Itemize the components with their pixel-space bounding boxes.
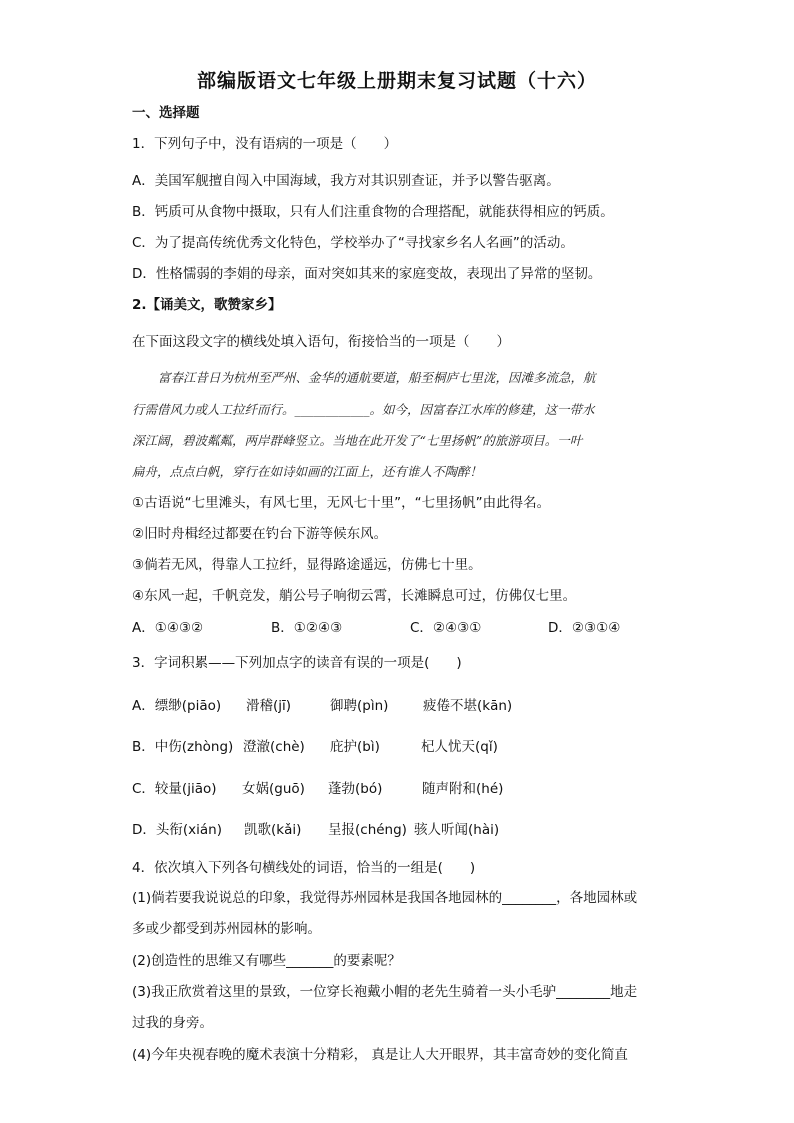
q4-sentence-2: (2)创造性的思维又有哪些_______的要素呢？ xyxy=(132,953,401,969)
q3-d-item: 骇人听闻(hài) xyxy=(414,822,500,838)
q2-option-a: A．①④③② xyxy=(132,620,204,636)
q2-option-b: B．①②④③ xyxy=(271,620,343,636)
q2-sentence-1: ①古语说“七里滩头，有风七里，无风七十里”，“七里扬帆”由此得名。 xyxy=(132,495,551,511)
q3-b-item: 庇护(bì) xyxy=(330,739,380,755)
q3-a-item: 疲倦不堪(kān) xyxy=(423,698,513,714)
q4-sentence-3: (3)我正欣赏着这里的景致，一位穿长袍戴小帽的老先生骑着一头小毛驴________地走 xyxy=(132,984,638,1000)
q2-option-d: D．②③①④ xyxy=(548,620,621,636)
q1-option-b: B．钙质可从食物中摄取，只有人们注重食物的合理搭配，就能获得相应的钙质。 xyxy=(132,204,614,220)
q2-passage-line: 行需借风力或人工拉纤而行。____________。如今，因富春江水库的修建，这一带水 xyxy=(132,402,595,417)
q3-c-item: 女娲(guō) xyxy=(242,781,305,797)
q3-a-item: 滑稽(jī) xyxy=(246,698,292,714)
q4-sentence-1-cont: 多或少都受到苏州园林的影响。 xyxy=(132,921,321,937)
q2-passage-line: 深江阔，碧波粼粼，两岸群峰竖立。当地在此开发了“七里扬帆”的旅游项目。一叶 xyxy=(132,433,583,448)
q3-a-item: A．缥缈(piāo) xyxy=(132,698,222,714)
q2-stem: 在下面这段文字的横线处填入语句，衔接恰当的一项是（ ） xyxy=(132,334,510,350)
section-heading: 一、选择题 xyxy=(132,105,200,121)
q2-heading: 2.【诵美文，歌赞家乡】 xyxy=(132,297,282,313)
q3-d-item: 凯歌(kǎi) xyxy=(244,822,302,838)
q3-d-item: D．头衔(xián) xyxy=(132,822,222,838)
q4-stem: 4．依次填入下列各句横线处的词语，恰当的一组是( ) xyxy=(132,860,476,876)
q1-stem: 1．下列句子中，没有语病的一项是（ ） xyxy=(132,136,398,152)
q2-option-c: C．②④③① xyxy=(410,620,482,636)
q3-b-item: 澄澈(chè) xyxy=(243,739,305,755)
q2-passage-line: 富春江昔日为杭州至严州、金华的通航要道，船至桐庐七里泷，因滩多流急，航 xyxy=(158,370,596,385)
q3-stem: 3．字词积累——下列加点字的读音有误的一项是( ) xyxy=(132,655,462,671)
page-title: 部编版语文七年级上册期末复习试题（十六） xyxy=(196,70,597,92)
q4-sentence-4: (4)今年央视春晚的魔术表演十分精彩， 真是让人大开眼界，其丰富奇妙的变化简直 xyxy=(132,1047,628,1063)
q3-d-item: 呈报(chéng) xyxy=(328,822,407,838)
q2-sentence-3: ③倘若无风，得靠人工拉纤，显得路途遥远，仿佛七十里。 xyxy=(132,557,482,573)
q2-passage-line: 扁舟，点点白帆，穿行在如诗如画的江面上，还有谁人不陶醉！ xyxy=(132,464,483,479)
q2-sentence-2: ②旧时舟楫经过都要在钓台下游等候东风。 xyxy=(132,526,388,542)
q1-option-c: C．为了提高传统优秀文化特色，学校举办了“寻找家乡名人名画”的活动。 xyxy=(132,235,574,251)
q3-c-item: C．较量(jiāo) xyxy=(132,781,217,797)
q2-sentence-4: ④东风一起，千帆竞发，艄公号子响彻云霄，长滩瞬息可过，仿佛仅七里。 xyxy=(132,588,577,604)
q3-c-item: 蓬勃(bó) xyxy=(328,781,383,797)
q3-c-item: 随声附和(hé) xyxy=(422,781,504,797)
q3-b-item: B．中伤(zhòng) xyxy=(132,739,234,755)
q3-a-item: 御聘(pìn) xyxy=(330,698,389,714)
q1-option-a: A．美国军舰擅自闯入中国海域，我方对其识别查证，并予以警告驱离。 xyxy=(132,173,560,189)
q1-option-d: D．性格懦弱的李娟的母亲，面对突如其来的家庭变故，表现出了异常的坚韧。 xyxy=(132,266,602,282)
q4-sentence-3-cont: 过我的身旁。 xyxy=(132,1015,213,1031)
q3-b-item: 杞人忧天(qǐ) xyxy=(421,739,498,755)
q4-sentence-1: (1)倘若要我说说总的印象，我觉得苏州园林是我国各地园林的________，各地园林或 xyxy=(132,890,638,906)
